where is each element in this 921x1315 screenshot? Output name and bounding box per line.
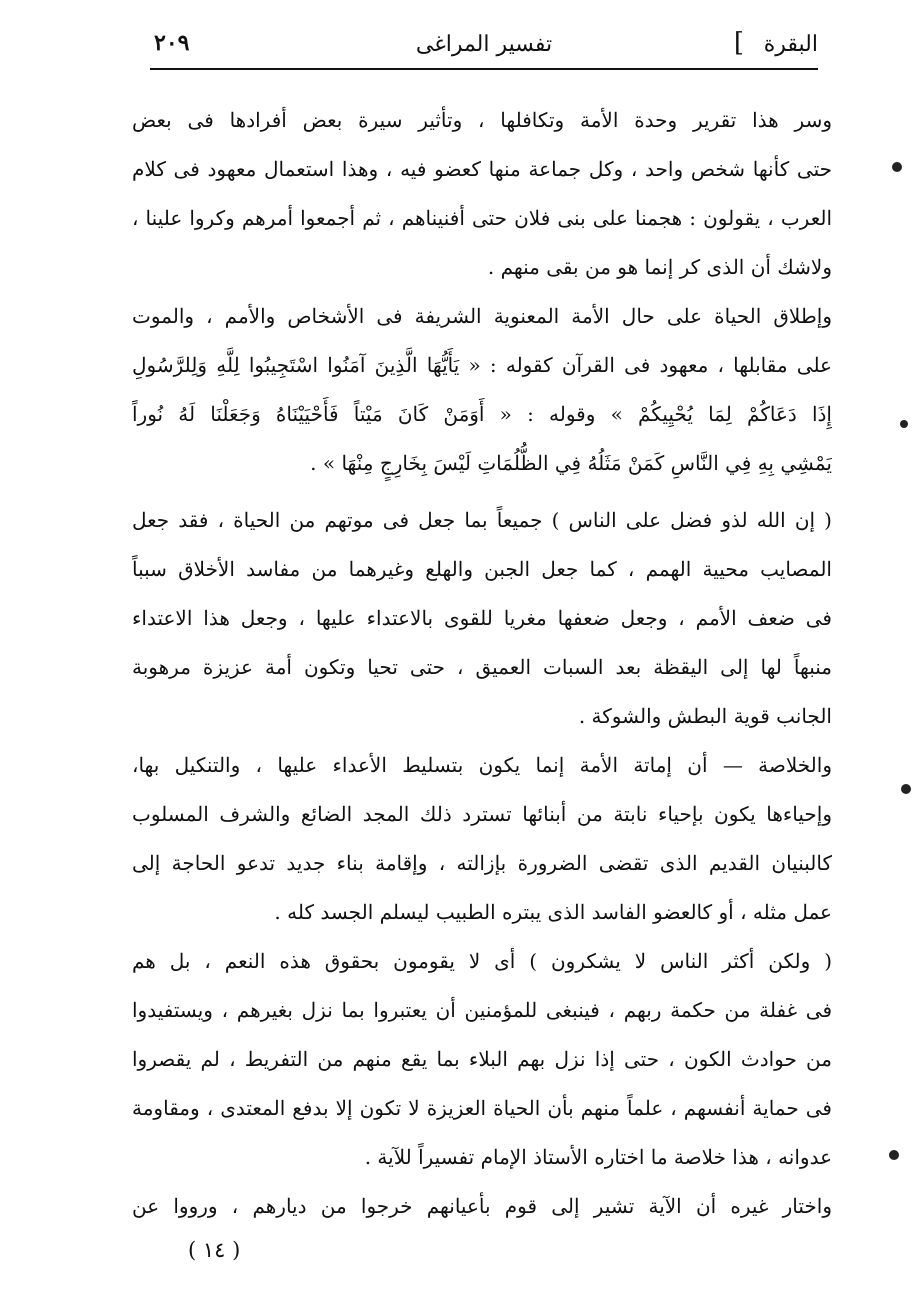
header-rule [150,68,818,70]
book-title: تفسير المراغى [415,32,553,57]
text-line: يَمْشِي بِهِ فِي النَّاسِ كَمَنْ مَثَلُهُ فِي الظُّلُمَاتِ لَيْسَ بِخَارِجٍ مِنْهَا » . [310,451,832,475]
text-line: منبهاً لها إلى اليقظة بعد السبات العميق ، حتى تحيا وتكون أمة عزيزة مرهوبة [132,655,832,679]
surah-name: البقرة [763,32,818,57]
scan-speck [900,420,908,428]
text-line: العرب ، يقولون : هجمنا على بنى فلان حتى أفنيناهم ، ثم أجمعوا أمرهم وكروا علينا ، [132,206,832,230]
text-line: المصايب محيية الهمم ، كما جعل الجبن والهلع وغيرهما من مفاسد الأخلاق سبباً [132,557,832,581]
text-line: عمل مثله ، أو كالعضو الفاسد الذى يبتره الطبيب ليسلم الجسد كله . [274,900,832,924]
text-line: فى حماية أنفسهم ، علماً منهم بأن الحياة العزيزة لا تكون إلا بدفع المعتدى ، ومقاومة [132,1096,832,1120]
text-line: ولاشك أن الذى كر إنما هو من بقى منهم . [487,255,832,279]
text-line: وسر هذا تقرير وحدة الأمة وتكافلها ، وتأثير سيرة بعض أفرادها فى بعض [132,108,832,132]
text-line: الجانب قوية البطش والشوكة . [578,704,832,728]
scan-speck [889,1150,899,1160]
text-line: ( ولكن أكثر الناس لا يشكرون ) أى لا يقومون بحقوق هذه النعم ، بل هم [132,949,832,973]
header-bracket: ] [733,28,744,58]
text-line: إِذَا دَعَاكُمْ لِمَا يُحْيِيكُمْ » وقوله : « أَوَمَنْ كَانَ مَيْتاً فَأَحْيَيْنَاهُ وَجَعَلْنَا لَهُ نُوراً [132,402,832,426]
text-line: حتى كأنها شخص واحد ، وكل جماعة منها كعضو فيه ، وهذا استعمال معهود فى كلام [132,157,832,181]
signature-mark: ( ١٤ ) [188,1238,241,1262]
text-line: من حوادث الكون ، حتى إذا نزل بهم البلاء بما يقع منهم من التفريط ، لم يقصروا [132,1047,832,1071]
text-line: كالبنيان القديم الذى تقضى الضرورة بإزالته ، وإقامة بناء جديد تدعو الحاجة إلى [132,851,832,875]
text-line: ( إن الله لذو فضل على الناس ) جميعاً بما جعل فى موتهم من الحياة ، فقد جعل [132,508,832,532]
text-line: فى ضعف الأمم ، وجعل ضعفها مغريا للقوى بالاعتداء عليها ، وجعل هذا الاعتداء [132,606,832,630]
text-line: عدوانه ، هذا خلاصة ما اختاره الأستاذ الإمام تفسيراً للآية . [364,1145,832,1169]
page-number: ٢٠٩ [154,30,190,56]
text-line: وإحياءها يكون بإحياء نابتة من أبنائها تسترد ذلك المجد الضائع والشرف المسلوب [132,802,832,826]
text-line: على مقابلها ، معهود فى القرآن كقوله : « يَأَيُّهَا الَّذِينَ آمَنُوا اسْتَجِيبُوا لِلَّهِ وَلِلرَّسُولِ [132,353,832,377]
text-line: فى غفلة من حكمة ربهم ، فينبغى للمؤمنين أن يعتبروا بما نزل بغيرهم ، ويستفيدوا [132,998,832,1022]
text-line: والخلاصة — أن إماتة الأمة إنما يكون بتسليط الأعداء عليها ، والتنكيل بها، [132,753,832,777]
text-line: وإطلاق الحياة على حال الأمة المعنوية الشريفة فى الأشخاص والأمم ، والموت [132,304,832,328]
scan-speck [901,784,911,794]
page-body [132,96,832,1231]
scan-speck [892,162,902,172]
text-line: واختار غيره أن الآية تشير إلى قوم بأعيانهم خرجوا من ديارهم ، ورووا عن [132,1194,832,1218]
page-header [150,28,818,68]
